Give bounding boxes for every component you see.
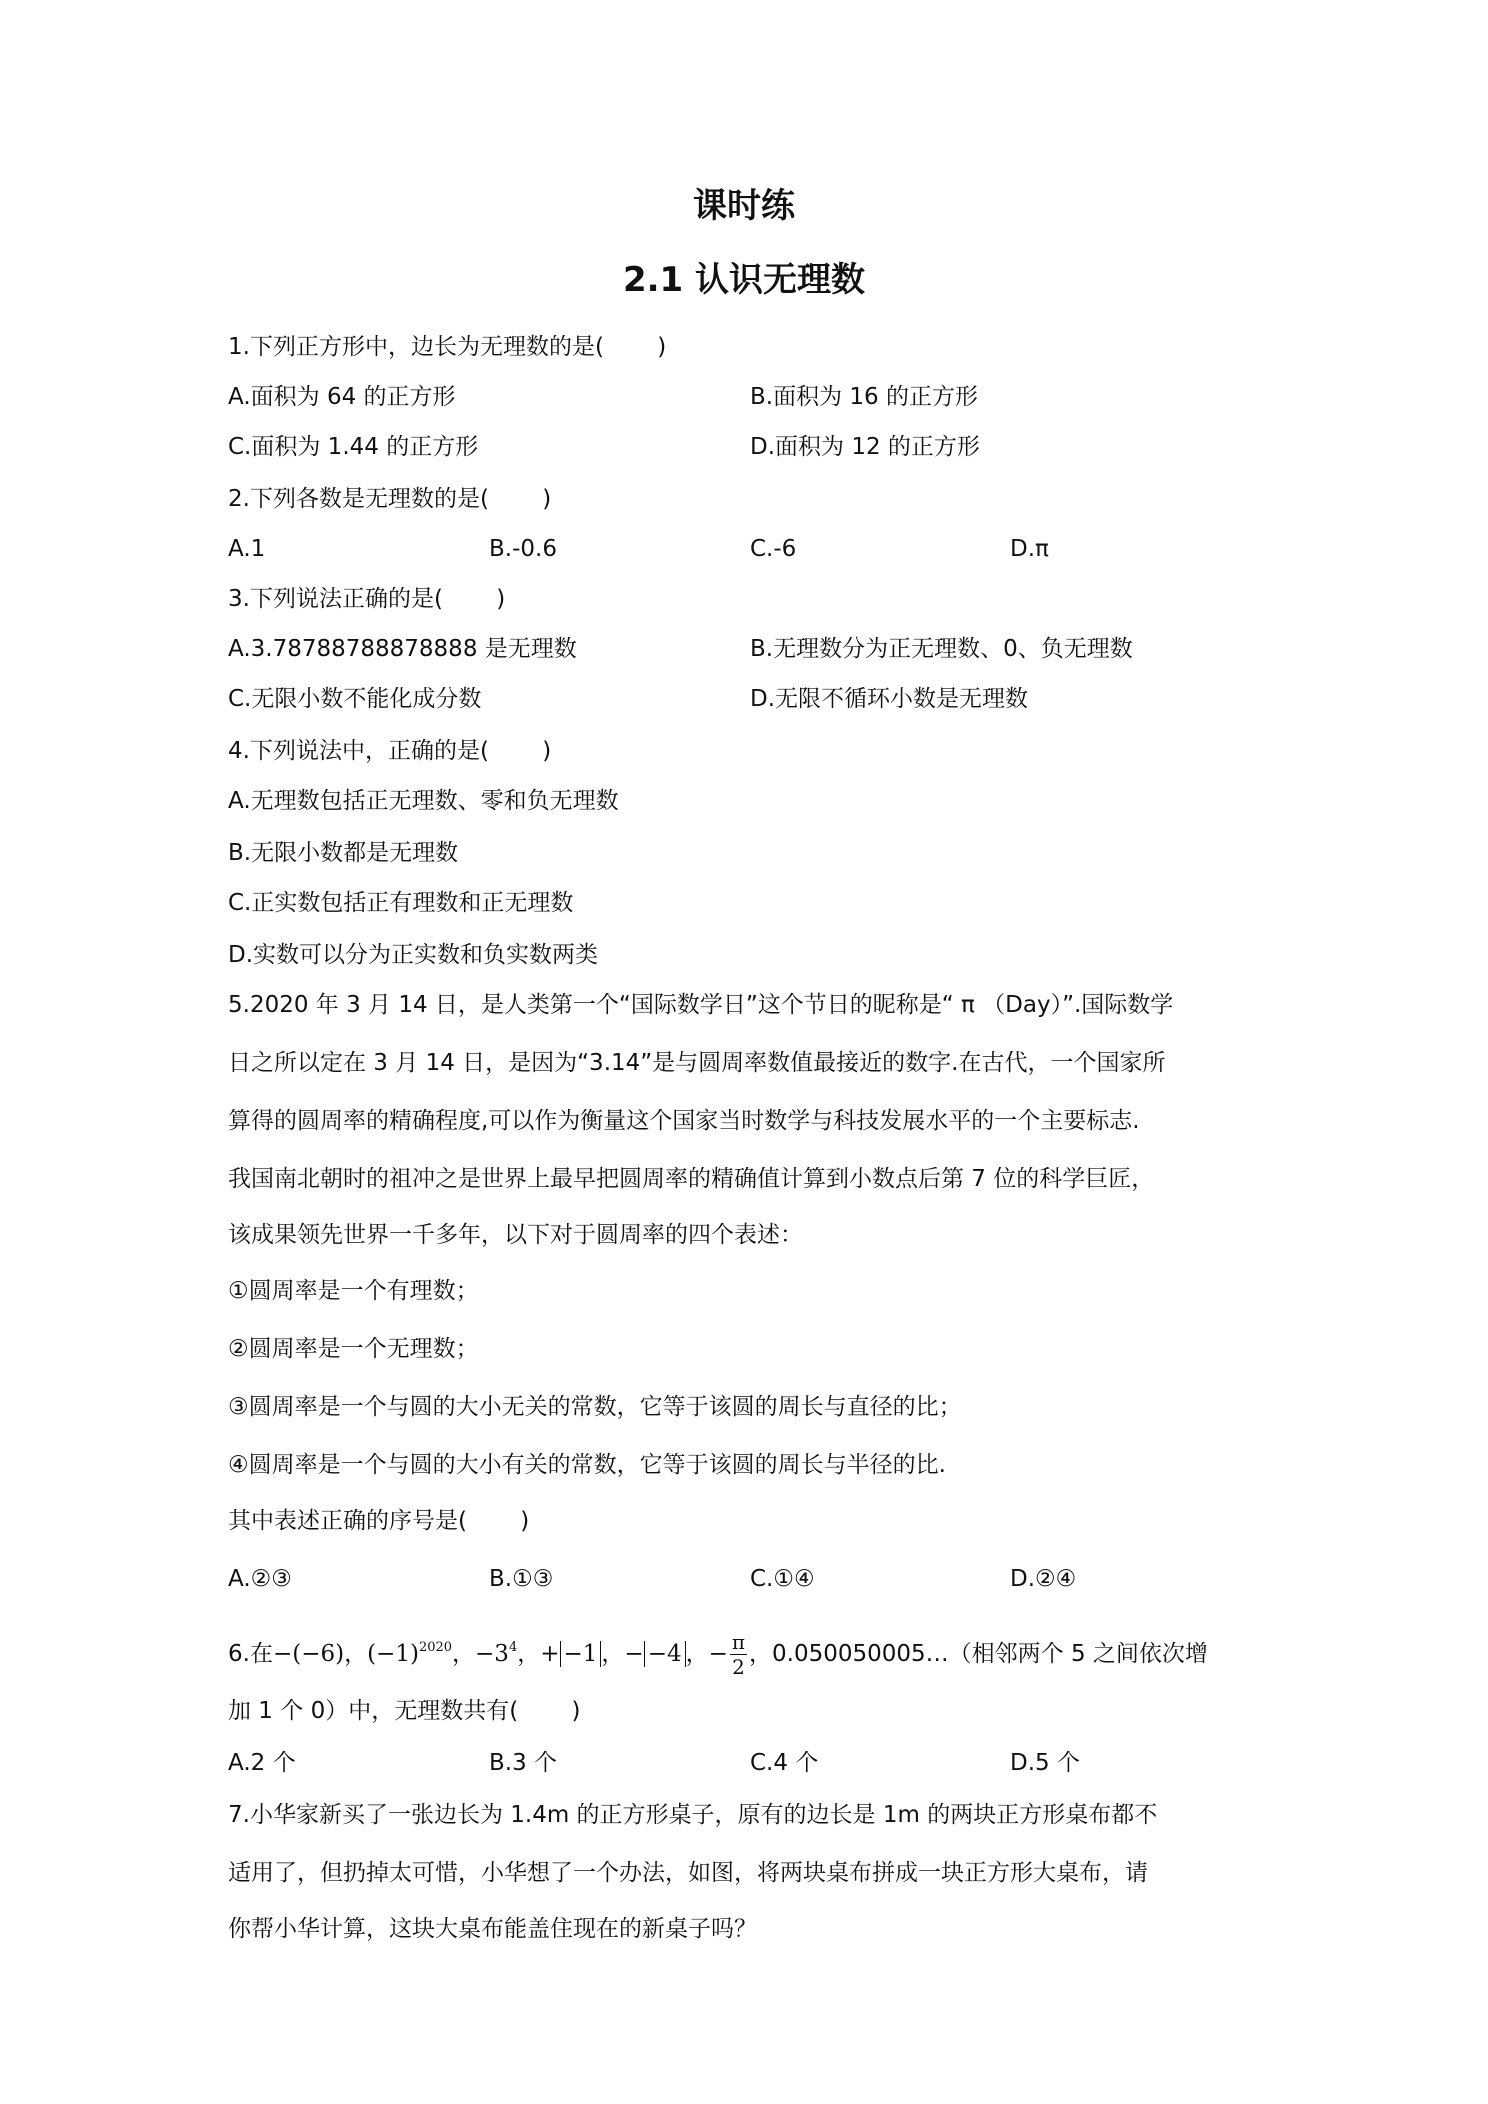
q4-option-c: C.正实数包括正有理数和正无理数 (228, 890, 574, 916)
page-title: 课时练 (693, 186, 795, 226)
q6-expr-neg-neg-6: −(−6) (272, 1641, 345, 1667)
q6-tail: 0.050050005…（相邻两个 5 之间依次增 (772, 1641, 1208, 1667)
q1-stem: 1.下列正方形中，边长为无理数的是( ) (228, 334, 667, 360)
q5-statement-1: ①圆周率是一个有理数； (228, 1278, 479, 1304)
q1-option-c: C.面积为 1.44 的正方形 (228, 434, 479, 460)
q6-fraction-pi-over-2 (730, 1630, 747, 1679)
q5-option-c: C.①④ (750, 1566, 815, 1592)
q6-stem-line-2: 加 1 个 0）中，无理数共有( ) (228, 1698, 581, 1724)
q6-option-b: B.3 个 (489, 1750, 558, 1776)
q6-separator: ， (685, 1641, 709, 1667)
q2-stem: 2.下列各数是无理数的是( ) (228, 486, 552, 512)
q3-option-d: D.无限不循环小数是无理数 (750, 686, 1029, 712)
q5-paragraph-line: 算得的圆周率的精确程度,可以作为衡量这个国家当时数学与科技发展水平的一个主要标志. (228, 1108, 1140, 1134)
q6-neg-sign: − (708, 1641, 728, 1667)
q1-option-b: B.面积为 16 的正方形 (750, 384, 978, 410)
q4-option-b: B.无限小数都是无理数 (228, 840, 459, 866)
q5-paragraph-line: 日之所以定在 3 月 14 日，是因为“3.14”是与圆周率数值最接近的数字.在古代，一个国家所 (228, 1050, 1166, 1076)
q3-option-b: B.无理数分为正无理数、0、负无理数 (750, 636, 1133, 662)
q7-paragraph-line: 适用了，但扔掉太可惜，小华想了一个办法，如图，将两块桌布拼成一块正方形大桌布，请 (228, 1860, 1148, 1886)
q5-paragraph-line: 我国南北朝时的祖冲之是世界上最早把圆周率的精确值计算到小数点后第 7 位的科学巨匠， (228, 1166, 1155, 1192)
q5-statement-2: ②圆周率是一个无理数； (228, 1336, 479, 1362)
q6-separator: ， (517, 1641, 541, 1667)
q6-separator: ， (344, 1641, 368, 1667)
q6-fraction-numerator: π (731, 1630, 746, 1654)
q6-minus-sign: − (624, 1641, 644, 1667)
q6-abs-neg-4: −4 (644, 1641, 686, 1667)
q6-abs-neg-1: −1 (560, 1641, 602, 1667)
q5-option-d: D.②④ (1010, 1566, 1077, 1592)
q5-statement-4: ④圆周率是一个与圆的大小有关的常数，它等于该圆的周长与半径的比. (228, 1452, 946, 1478)
q3-option-a: A.3.78788788878888 是无理数 (228, 636, 577, 662)
q6-expr-neg-3-power (475, 1641, 517, 1667)
q5-statement-3: ③圆周率是一个与圆的大小无关的常数，它等于该圆的周长与直径的比； (228, 1394, 962, 1420)
q1-option-a: A.面积为 64 的正方形 (228, 384, 456, 410)
q6-stem-line-1 (228, 1630, 1208, 1679)
q6-power-exponent: 2020 (418, 1640, 453, 1655)
q7-paragraph-line: 7.小华家新买了一张边长为 1.4m 的正方形桌子，原有的边长是 1m 的两块正方形桌布都不 (228, 1802, 1158, 1828)
q6-separator: ， (749, 1641, 773, 1667)
q2-option-b: B.-0.6 (489, 536, 557, 562)
q1-option-d: D.面积为 12 的正方形 (750, 434, 980, 460)
q6-expr-neg-abs (624, 1641, 685, 1667)
q2-option-c: C.-6 (750, 536, 797, 562)
q6-neg3-base: −3 (475, 1641, 509, 1667)
lesson-title: 2.1 认识无理数 (622, 260, 866, 300)
q6-option-d: D.5 个 (1010, 1750, 1080, 1776)
q6-plus-sign: + (540, 1641, 560, 1667)
q6-option-c: C.4 个 (750, 1750, 819, 1776)
q5-paragraph-line: 该成果领先世界一千多年，以下对于圆周率的四个表述： (228, 1222, 803, 1248)
q6-separator: ， (601, 1641, 625, 1667)
q7-paragraph-line: 你帮小华计算，这块大桌布能盖住现在的新桌子吗？ (228, 1916, 757, 1942)
q6-neg3-exponent: 4 (508, 1640, 518, 1655)
q5-ask: 其中表述正确的序号是( ) (228, 1508, 530, 1534)
q6-power-base: (−1) (367, 1641, 419, 1667)
q4-option-d: D.实数可以分为正实数和负实数两类 (228, 942, 599, 968)
q6-separator: ， (452, 1641, 476, 1667)
q5-option-a: A.②③ (228, 1566, 292, 1592)
q6-expr-power (367, 1641, 452, 1667)
q4-stem: 4.下列说法中，正确的是( ) (228, 738, 552, 764)
q3-stem: 3.下列说法正确的是( ) (228, 586, 506, 612)
q6-option-a: A.2 个 (228, 1750, 296, 1776)
q6-fraction-denominator: 2 (732, 1655, 745, 1679)
q5-option-b: B.①③ (489, 1566, 554, 1592)
q4-option-a: A.无理数包括正无理数、零和负无理数 (228, 788, 619, 814)
q2-option-d: D.π (1010, 536, 1049, 562)
q3-option-c: C.无限小数不能化成分数 (228, 686, 482, 712)
q5-paragraph-line: 5.2020 年 3 月 14 日，是人类第一个“国际数学日”这个节日的昵称是“ π （Day）”.国际数学 (228, 992, 1174, 1018)
q6-expr-plus-abs (540, 1641, 601, 1667)
q2-option-a: A.1 (228, 536, 266, 562)
q6-prefix: 6.在 (228, 1641, 273, 1667)
